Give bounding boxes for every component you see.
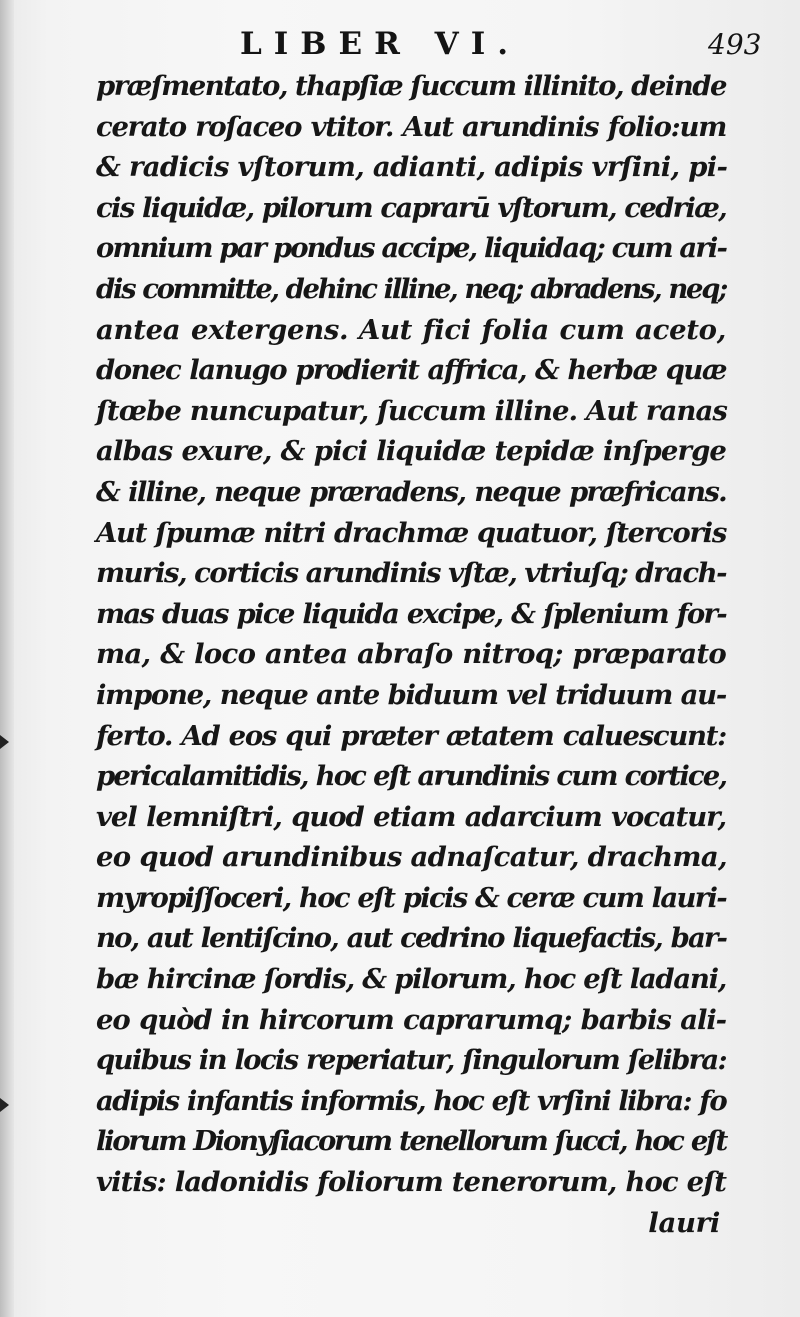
text-line: mas duas pice liquida excipe, & ſplenium for- [96, 597, 726, 630]
text-line: eo quòd in hircorum caprarumq; barbis ali- [96, 1003, 726, 1036]
text-line: cerato roſaceo vtitor. Aut arundinis folio:um [96, 110, 726, 143]
text-line: no, aut lentiſcino, aut cedrino liquefactis, bar- [96, 922, 726, 955]
text-line: quibus in locis reperiatur, ſingulorum ſelibra: [96, 1044, 726, 1077]
text-line: omnium par pondus accipe, liquidaq; cum ari- [96, 232, 726, 265]
text-line: ſtœbe nuncupatur, ſuccum illine. Aut ranas [96, 394, 728, 427]
text-line: donec lanugo prodierit affrica, & herbæ quæ [96, 354, 726, 387]
text-line: Aut ſpumæ nitri drachmæ quatuor, ſtercoris [96, 516, 726, 549]
text-line: & illine, neque præradens, neque præfricans. [96, 475, 726, 508]
text-line: ma, & loco antea abraſo nitroq; præparato [96, 638, 726, 671]
text-line: vitis: ladonidis foliorum tenerorum, hoc eſt [96, 1166, 726, 1199]
text-line: albas exure, & pici liquidæ tepidæ inſperge [96, 435, 726, 468]
text-line: eo quod arundinibus adnaſcatur, drachma, [96, 841, 727, 874]
text-line: adipis infantis informis, hoc eſt vrſini libra: fo [96, 1084, 726, 1117]
text-line: præſmentato, thapſiæ ſuccum illinito, deinde [96, 70, 726, 102]
text-line: bæ hircinæ ſordis, & pilorum, hoc eſt ladani, [96, 963, 726, 996]
text-line: muris, corticis arundinis vſtæ, vtriuſq; drach- [96, 557, 726, 590]
text-line: impone, neque ante biduum vel triduum au- [96, 678, 726, 711]
page-header [0, 14, 800, 64]
catchword: lauri [648, 1206, 720, 1239]
text-line: dis committe, dehinc illine, neq; abradens, neq; [96, 272, 726, 305]
text-line: ferto. Ad eos qui præter ætatem caluescunt: [96, 719, 726, 752]
margin-mark [0, 1098, 9, 1112]
running-title: LIBER VI. [240, 26, 521, 62]
text-line: myropiſſoceri, hoc eſt picis & ceræ cum lauri- [96, 881, 726, 914]
body-text [96, 66, 726, 1243]
text-line: liorum Dionyſiacorum tenellorum ſucci, hoc eſt [96, 1125, 726, 1158]
text-line: vel lemniſtri, quod etiam adarcium vocatur, [96, 800, 726, 833]
text-line: cis liquidæ, pilorum caprarū vſtorum, cedriæ, [96, 191, 726, 224]
text-line: antea extergens. Aut fici folia cum aceto, [96, 313, 726, 346]
page-number: 493 [708, 28, 762, 61]
text-line: & radicis vſtorum, adianti, adipis vrſini, pi- [96, 151, 728, 184]
text-line: pericalamitidis, hoc eſt arundinis cum cortice, [96, 760, 726, 793]
margin-mark [0, 735, 9, 749]
